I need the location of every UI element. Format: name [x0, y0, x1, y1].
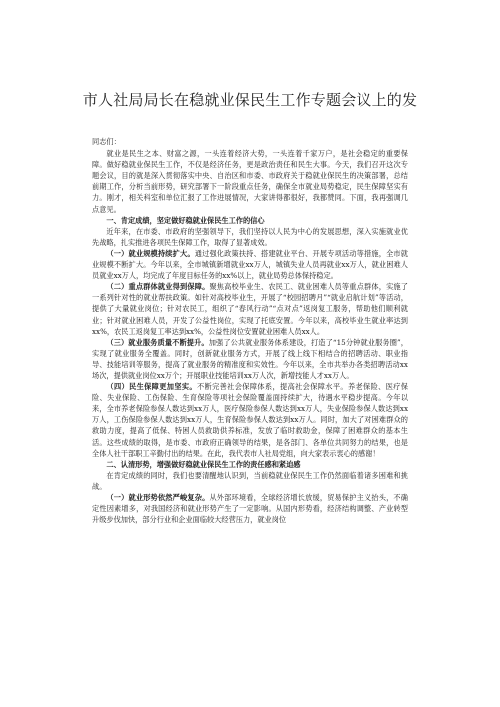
section-2-intro: 在肯定成绩的同时，我们也要清醒地认识到，当前稳就业保民生工作仍然面临着诸多困难和挑战。 — [92, 470, 408, 491]
section-1-item-3 — [92, 337, 408, 381]
section-2-heading: 二、认清形势，增强做好稳就业保民生工作的责任感和紧迫感 — [106, 459, 301, 469]
salutation: 同志们： — [92, 137, 121, 146]
section-1-item-4 — [92, 381, 408, 459]
section-1-item-2 — [92, 281, 408, 336]
section-2-item-1 — [92, 492, 408, 525]
section-1-item-2-text: 聚焦高校毕业生、农民工、就业困难人员等重点群体，实施了一系列针对性的就业帮扶政策。如针对高校毕业生，开展了“校园招聘月”“就业启航计划”等活动，提供了大量就业岗位；针对农民工，组织了“春风行动”“点对点”返岗复工服务，帮助他们顺利就业；针对就业困难人员，开发了公益性岗位，实现了托底安置。今年以来，高校毕业生就业率达到xx%，农民工返岗复工率达到xx%，公益性岗位安置就业困难人员xx人。 — [92, 282, 408, 336]
section-1-intro: 近年来，在市委、市政府的坚强领导下，我们坚持以人民为中心的发展思想，深入实施就业优先战略，扎实推进各项民生保障工作，取得了显著成效。 — [92, 226, 408, 247]
intro-paragraph: 就业是民生之本、财富之源，一头连着经济大势，一头连着千家万户，是社会稳定的重要保障。做好稳就业保民生工作，不仅是经济任务，更是政治责任和民生大事。今天，我们召开这次专题会议，目的就是深入贯彻落实中央、自治区和市委、市政府关于稳就业保民生的决策部署，总结前期工作，分析当前形势，研究部署下一阶段重点任务，确保全市就业局势稳定，民生保障坚实有力。刚才，相关科室和单位汇报了工作进展情况，大家讲得都很好，我都赞同。下面，我再强调几点意见。 — [92, 149, 408, 214]
section-2-item-1-text: 从外部环境看，全球经济增长放缓，贸易保护主义抬头，不确定性因素增多，对我国经济和就业形势产生了一定影响。从国内形势看，经济结构调整、产业转型升级步伐加快，部分行业和企业面临较大经营压力，就业岗位 — [92, 493, 408, 525]
section-1-item-3-text: 加强了公共就业服务体系建设，打造了“15分钟就业服务圈”，实现了就业服务全覆盖。同时，创新就业服务方式，开展了线上线下相结合的招聘活动、职业指导、技能培训等服务，提高了就业服务的精准度和实效性。今年以来，全市共举办各类招聘活动xx场次，提供就业岗位xx万个；开展职业技能培训xx万人次，新增技能人才xx万人。 — [92, 337, 408, 380]
section-1-item-1-lead: （一）就业规模持续扩大。 — [106, 248, 195, 258]
section-1-item-2-lead: （二）重点群体就业得到保障。 — [106, 282, 210, 292]
document-title: 市人社局局长在稳就业保民生工作专题会议上的发 — [82, 91, 418, 110]
section-1-item-1-text: 通过强化政策扶持、搭建就业平台、开展专项活动等措施，全市就业规模不断扩大。今年以来，全市城镇新增就业xx万人，城镇失业人员再就业xx万人，就业困难人员就业xx万人，均完成了年度目标任务的xx%以上，就业局势总体保持稳定。 — [92, 248, 408, 281]
document-body — [92, 136, 408, 525]
section-1-item-3-lead: （三）就业服务质量不断提升。 — [106, 337, 209, 347]
section-1-heading: 一、肯定成绩，坚定做好稳就业保民生工作的信心 — [106, 215, 265, 225]
section-1-item-4-lead: （四）民生保障更加坚实。 — [106, 382, 197, 392]
section-1-item-1 — [92, 248, 408, 281]
section-2-item-1-lead: （一）就业形势依然严峻复杂。 — [106, 493, 210, 502]
section-1-item-4-text: 不断完善社会保障体系，提高社会保障水平。养老保险、医疗保险、失业保险、工伤保险、生育保险等项社会保险覆盖面持续扩大，待遇水平稳步提高。今年以来，全市养老保险参保人数达到xx万人，医疗保险参保人数达到xx万人，失业保险参保人数达到xx万人，工伤保险参保人数达到xx万人，生育保险参保人数达到xx万人。同时，加大了对困难群众的救助力度，提高了低保、特困人员救助供养标准，发放了临时救助金，保障了困难群众的基本生活。这些成绩的取得，是市委、市政府正确领导的结果，是各部门、各单位共同努力的结果，也是全体人社干部职工辛勤付出的结果。在此，我代表市人社局党组，向大家表示衷心的感谢！ — [92, 382, 408, 458]
